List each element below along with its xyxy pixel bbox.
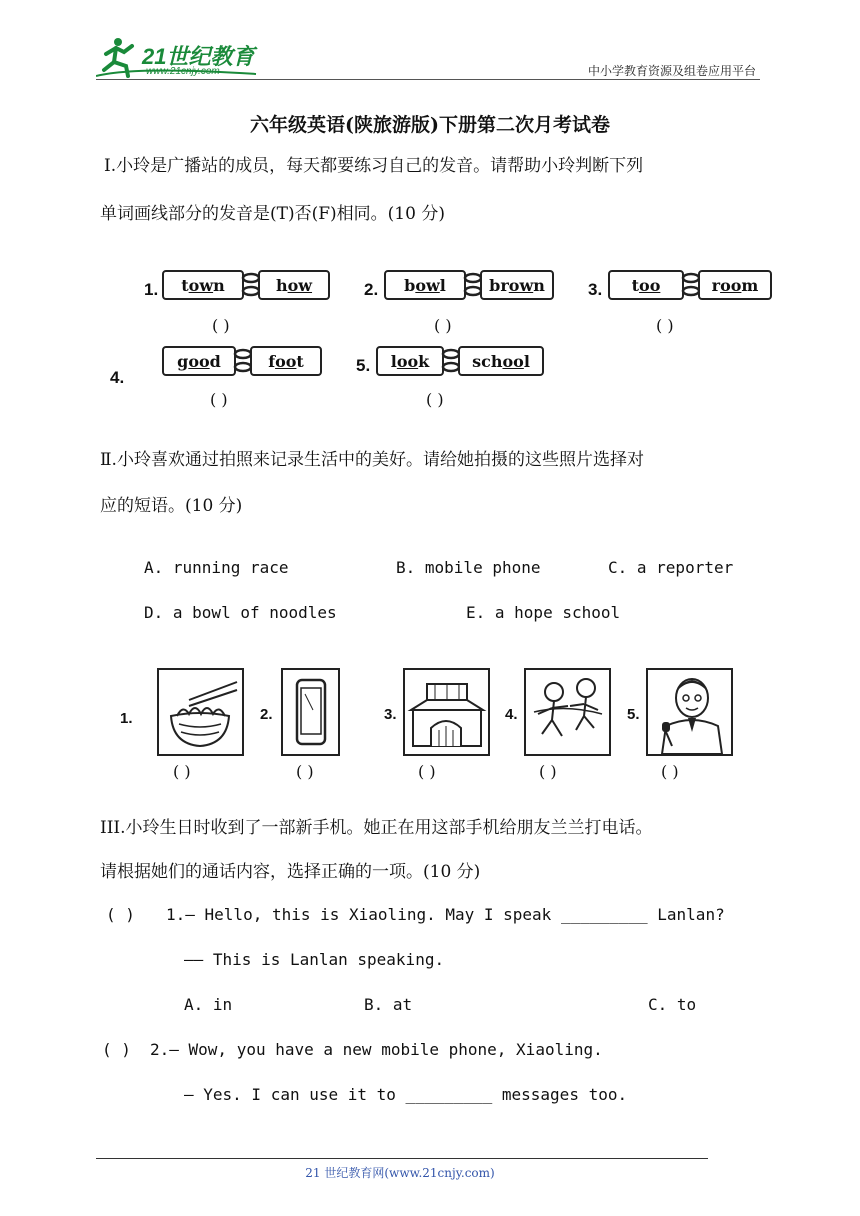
underlined-letters: ow — [188, 275, 214, 295]
section3-instruction-line1: III.小玲生日时收到了一部新手机。她正在用这部手机给朋友兰兰打电话。 — [100, 818, 653, 838]
section3-instruction-line2: 请根据她们的通话内容，选择正确的一项。(10 分) — [100, 862, 481, 882]
photo-3 — [403, 668, 490, 756]
section1-instruction-line1: Ⅰ.小玲是广播站的成员，每天都要练习自己的发音。请帮助小玲判断下列 — [104, 156, 644, 176]
underlined-letters: oo — [502, 351, 524, 371]
photo-5 — [646, 668, 733, 756]
word-card-left: t oo — [608, 270, 684, 300]
word-card-right: h ow — [258, 270, 330, 300]
photo-answer-1[interactable]: ( ) — [173, 762, 191, 781]
photo-answer-3[interactable]: ( ) — [418, 762, 436, 781]
underlined-letters: oo — [275, 351, 297, 371]
underlined-letters: oo — [720, 275, 742, 295]
platform-name: 中小学教育资源及组卷应用平台 — [587, 64, 756, 78]
school-building-icon — [405, 670, 488, 754]
pronunciation-item-number: 3. — [588, 280, 603, 299]
pronunciation-item-number: 5. — [356, 356, 371, 375]
photo-number-1: 1. — [120, 710, 133, 727]
noodles-bowl-icon — [159, 670, 242, 754]
word-card-right: f oo t — [250, 346, 322, 376]
q2-reply: — Yes. I can use it to _________ messages too. — [184, 1085, 628, 1104]
word-card-left: g oo d — [162, 346, 236, 376]
footer-divider — [96, 1158, 708, 1159]
photo-number-2: 2. — [260, 706, 273, 723]
pronunciation-answer[interactable]: ( ) — [426, 390, 444, 409]
word-card-right: br ow n — [480, 270, 554, 300]
pronunciation-answer[interactable]: ( ) — [656, 316, 674, 335]
word-card-left: l oo k — [376, 346, 444, 376]
option-b: B. mobile phone — [396, 558, 541, 577]
header-divider — [96, 79, 760, 80]
option-d: D. a bowl of noodles — [144, 603, 337, 622]
underlined-letters: oo — [188, 351, 210, 371]
footer-text: 21 世纪教育网(www.21cnjy.com) — [305, 1166, 495, 1180]
pronunciation-answer[interactable]: ( ) — [434, 316, 452, 335]
mobile-phone-icon — [283, 670, 338, 754]
pronunciation-answer[interactable]: ( ) — [212, 316, 230, 335]
word-card-right: sch oo l — [458, 346, 544, 376]
section1-instruction-line2: 单词画线部分的发音是(T)否(F)相同。(10 分) — [100, 204, 445, 224]
q2-answer-paren[interactable]: ( ) — [102, 1040, 131, 1059]
option-c: C. a reporter — [608, 558, 734, 577]
q1-option-a: A. in — [184, 995, 233, 1014]
photo-2 — [281, 668, 340, 756]
underlined-letters: oo — [639, 275, 661, 295]
word-card-left: b ow l — [384, 270, 466, 300]
q1-option-c: C. to — [648, 995, 697, 1014]
pronunciation-item-number: 1. — [144, 280, 159, 299]
pronunciation-answer[interactable]: ( ) — [210, 390, 228, 409]
q2-stem: 2.— Wow, you have a new mobile phone, Xiaoling. — [150, 1040, 603, 1059]
underlined-letters: oo — [396, 351, 419, 371]
photo-answer-5[interactable]: ( ) — [661, 762, 679, 781]
section2-instruction-line2: 应的短语。(10 分) — [100, 496, 243, 516]
word-card-right: r oo m — [698, 270, 772, 300]
photo-answer-2[interactable]: ( ) — [296, 762, 314, 781]
photo-4 — [524, 668, 611, 756]
page-title: 六年级英语(陕旅游版)下册第二次月考试卷 — [250, 114, 610, 136]
underlined-letters: ow — [415, 275, 440, 295]
photo-number-3: 3. — [384, 706, 397, 723]
q1-option-b: B. at — [364, 995, 413, 1014]
option-e: E. a hope school — [466, 603, 621, 622]
photo-number-5: 5. — [627, 706, 640, 723]
photo-1 — [157, 668, 244, 756]
brand-url: www.21cnjy.com — [146, 66, 220, 77]
brand-name: 21世纪教育 — [142, 44, 255, 69]
running-kids-icon — [526, 670, 609, 754]
underlined-letters: ow — [508, 275, 534, 295]
q1-answer-paren[interactable]: ( ) — [106, 905, 135, 924]
section2-instruction-line1: Ⅱ.小玲喜欢通过拍照来记录生活中的美好。请给她拍摄的这些照片选择对 — [100, 450, 644, 470]
photo-number-4: 4. — [505, 706, 518, 723]
photo-answer-4[interactable]: ( ) — [539, 762, 557, 781]
q1-stem: 1.— Hello, this is Xiaoling. May I speak _________ Lanlan? — [166, 905, 725, 924]
option-a: A. running race — [144, 558, 289, 577]
pronunciation-item-number: 2. — [364, 280, 379, 299]
reporter-icon — [648, 670, 731, 754]
pronunciation-item-number: 4. — [110, 368, 125, 387]
q1-reply: —— This is Lanlan speaking. — [184, 950, 445, 969]
underlined-letters: ow — [287, 275, 313, 295]
word-card-left: t ow n — [162, 270, 244, 300]
